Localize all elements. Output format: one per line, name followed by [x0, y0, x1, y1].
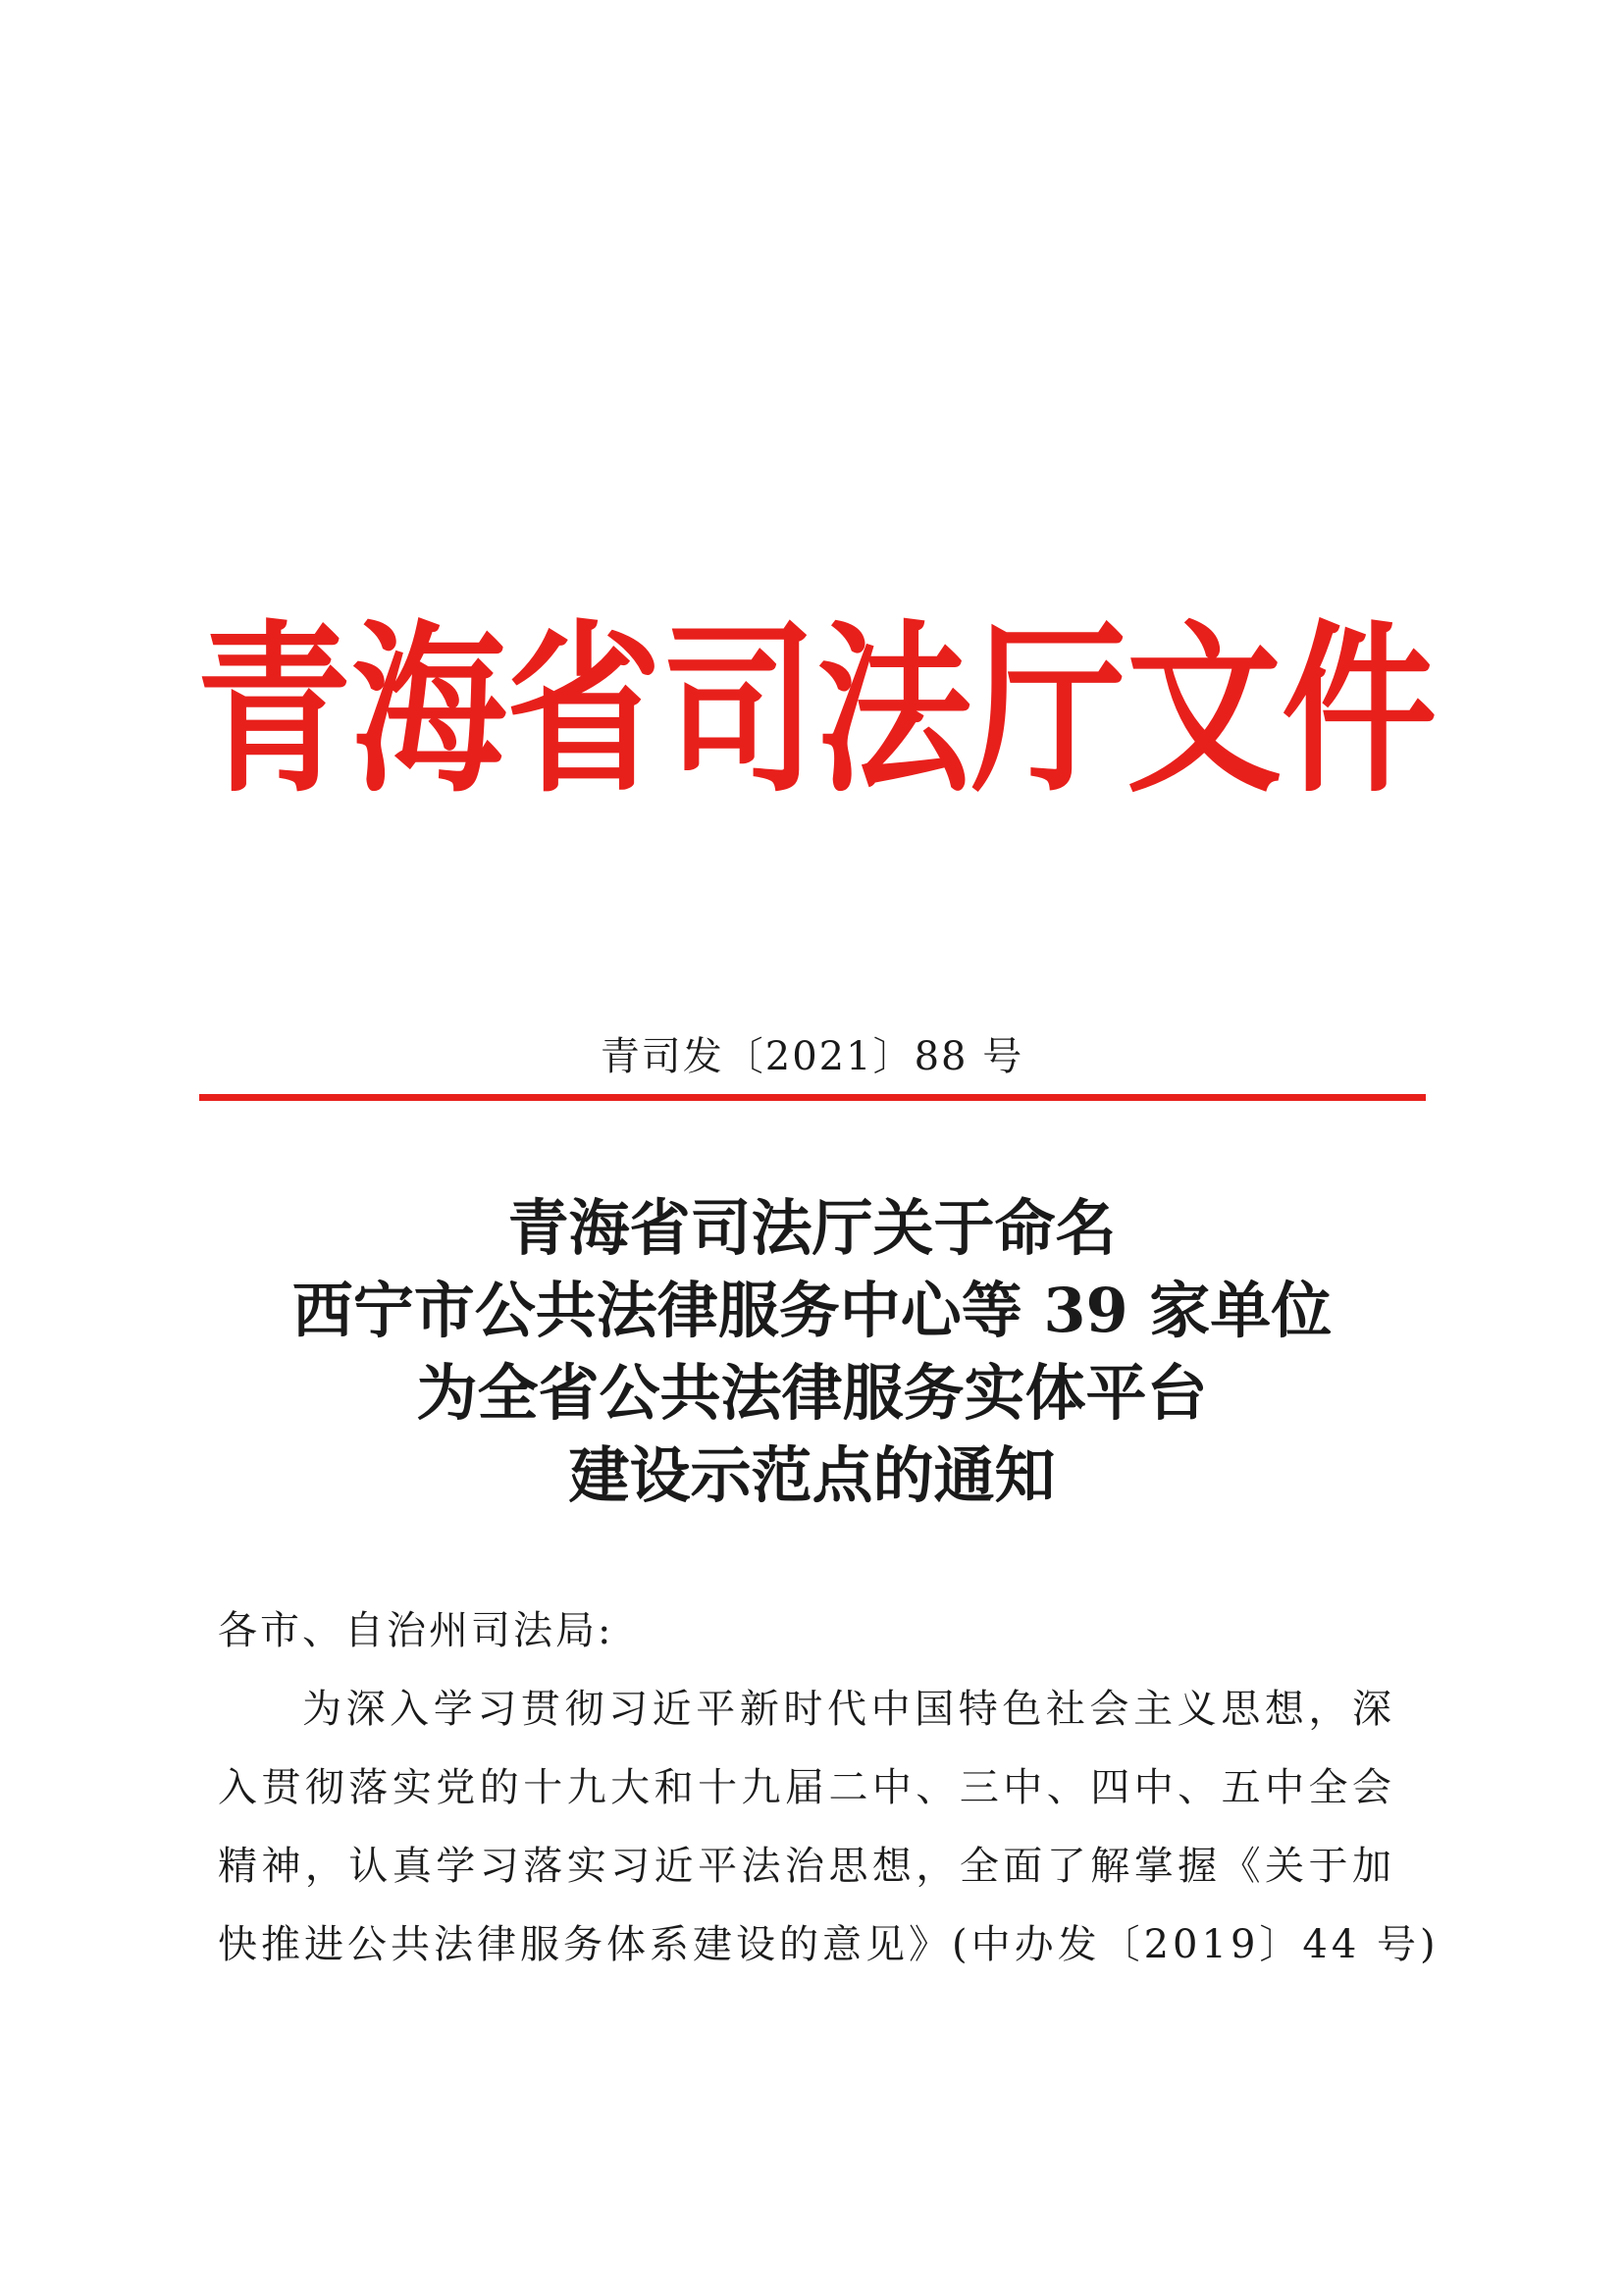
masthead-char: 厅: [971, 603, 1126, 818]
masthead-char: 司: [661, 603, 816, 818]
masthead-char: 法: [816, 603, 971, 818]
title-line: 为全省公共法律服务实体平台: [416, 1357, 1208, 1429]
masthead: [196, 603, 1437, 818]
paragraph-line: 精神，认真学习落实习近平法治思想，全面了解掌握《关于加: [218, 1844, 1395, 1889]
document-body: [218, 1592, 1440, 1984]
masthead-char: 省: [506, 603, 661, 818]
paragraph-line: 为深入学习贯彻习近平新时代中国特色社会主义思想，深: [302, 1687, 1395, 1732]
paragraph-line: 快推进公共法律服务体系建设的意见》(中办发〔2019〕44 号): [218, 1922, 1440, 1967]
salutation: 各市、自治州司法局:: [218, 1608, 614, 1653]
paragraph-line: 入贯彻落实党的十九大和十九届二中、三中、四中、五中全会: [218, 1765, 1395, 1810]
masthead-char: 海: [351, 603, 506, 818]
title-line: 西宁市公共法律服务中心等 39 家单位: [291, 1275, 1333, 1346]
masthead-char: 件: [1282, 603, 1437, 818]
masthead-char: 青: [196, 603, 351, 818]
document-title: [0, 1187, 1624, 1517]
title-line: 建设示范点的通知: [568, 1439, 1056, 1511]
document-number: 青司发〔2021〕88 号: [600, 1034, 1024, 1079]
masthead-char: 文: [1126, 603, 1282, 818]
title-line: 青海省司法厅关于命名: [507, 1192, 1117, 1264]
red-divider-line: [199, 1094, 1426, 1101]
